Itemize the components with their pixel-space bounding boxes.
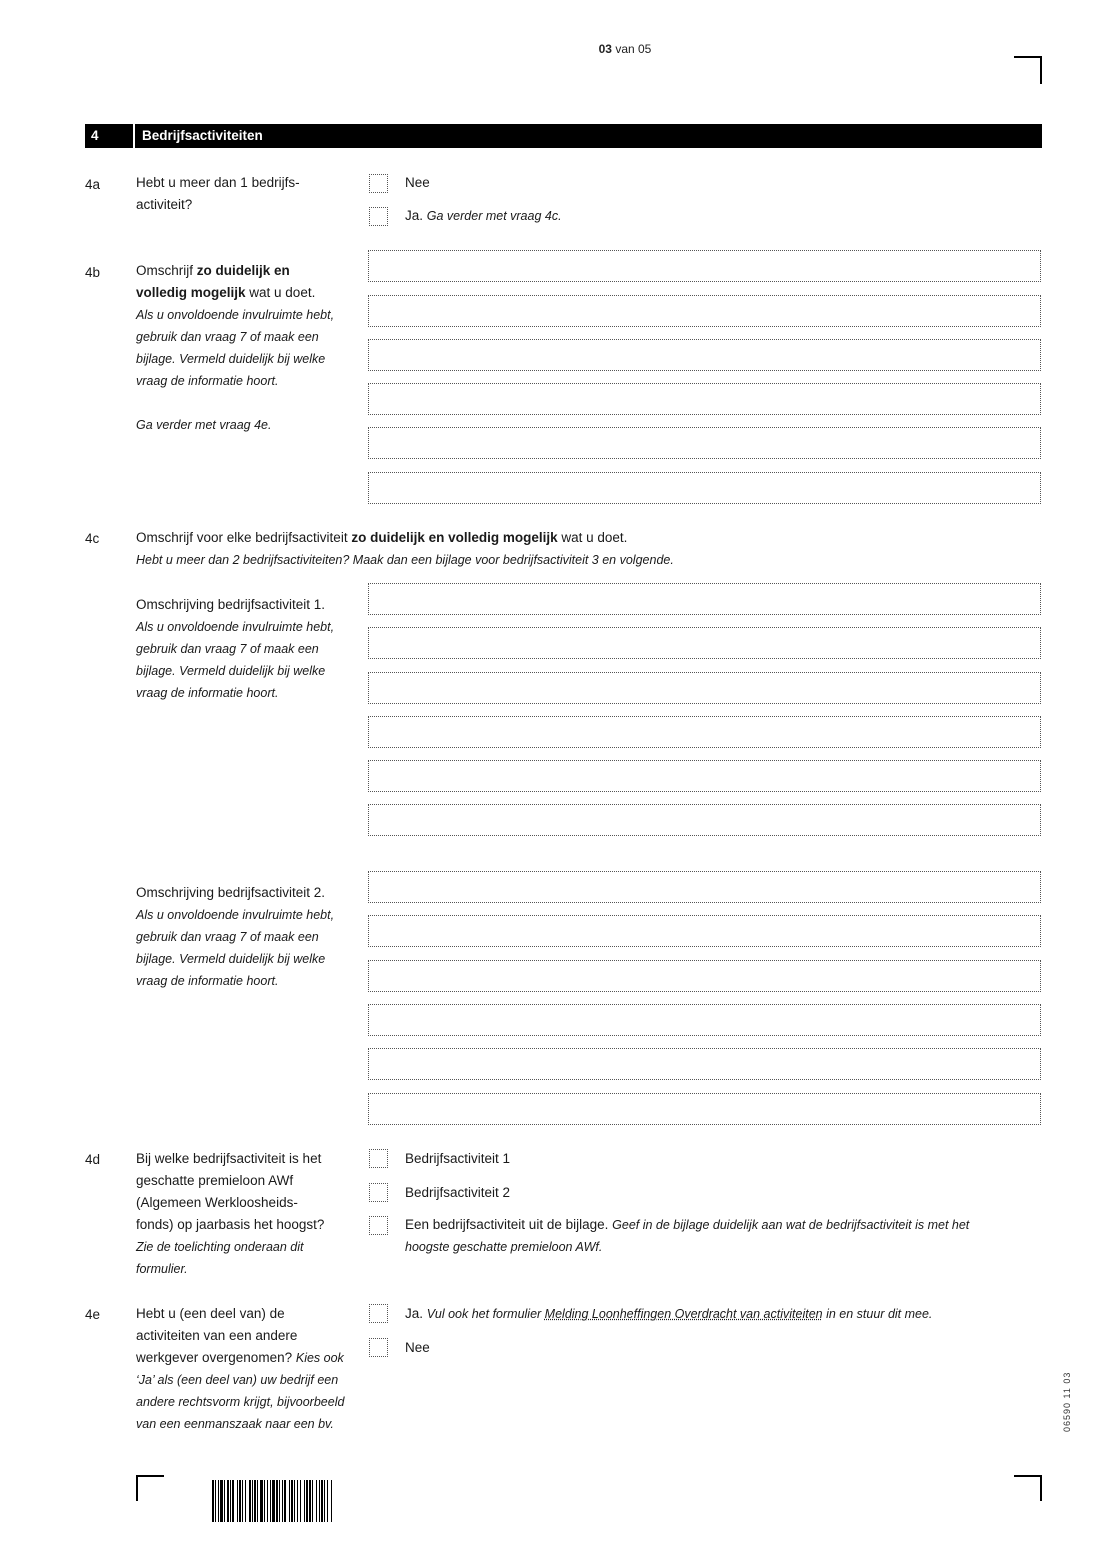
text-field-activity2-3[interactable] <box>368 960 1041 992</box>
option-4d-activity1: Bedrijfsactiviteit 1 <box>405 1151 511 1166</box>
option-4a-ja <box>405 205 562 227</box>
section-number: 4 <box>91 128 99 143</box>
activity-1-note2: gebruik dan vraag 7 of maak een <box>136 642 319 656</box>
checkbox-4d-bijlage[interactable] <box>369 1216 388 1235</box>
checkbox-4d-activity2[interactable] <box>369 1183 388 1202</box>
text-field-activity2-4[interactable] <box>368 1004 1041 1036</box>
q4e-ja-note-pre: Vul ook het formulier <box>426 1307 545 1321</box>
text-field-activity1-1[interactable] <box>368 583 1041 615</box>
q4e-line2: activiteiten van een andere <box>136 1328 298 1343</box>
checkbox-4e-ja[interactable] <box>369 1304 388 1323</box>
option-4e-ja <box>405 1303 1035 1325</box>
q4b-pre: Omschrijf <box>136 263 197 278</box>
text-field-4b-4[interactable] <box>368 383 1041 415</box>
text-field-4b-6[interactable] <box>368 472 1041 504</box>
form-code: 06590 11 03 <box>1062 1371 1072 1432</box>
text-field-activity2-2[interactable] <box>368 915 1041 947</box>
checkbox-4a-ja[interactable] <box>369 207 388 226</box>
text-field-4b-1[interactable] <box>368 250 1041 282</box>
q4d-line2: geschatte premieloon AWf <box>136 1173 294 1188</box>
page-number <box>0 42 1100 56</box>
section-title: Bedrijfsactiviteiten <box>142 128 263 143</box>
question-4b-text <box>136 260 351 436</box>
question-number-4d: 4d <box>85 1152 101 1167</box>
activity-2-note2: gebruik dan vraag 7 of maak een <box>136 930 319 944</box>
question-number-4a: 4a <box>85 177 101 192</box>
question-4a-text <box>136 172 351 216</box>
question-number-4c: 4c <box>85 531 100 546</box>
question-number-4e: 4e <box>85 1307 101 1322</box>
q4c-pre: Omschrijf voor elke bedrijfsactiviteit <box>136 530 352 545</box>
text-field-activity1-5[interactable] <box>368 760 1041 792</box>
q4c-note: Hebt u meer dan 2 bedrijfsactiviteiten? Maak dan een bijlage voor bedrijfsactiviteit 3 en volgende. <box>136 553 674 567</box>
question-4c-text <box>136 527 1036 571</box>
text-field-activity1-4[interactable] <box>368 716 1041 748</box>
text-field-activity2-5[interactable] <box>368 1048 1041 1080</box>
text-field-activity1-6[interactable] <box>368 804 1041 836</box>
question-4b-line1 <box>136 260 351 282</box>
q4d-opt3-note2: hoogste geschatte premieloon AWf. <box>405 1240 603 1254</box>
question-4b-line2 <box>136 282 351 304</box>
checkbox-4e-nee[interactable] <box>369 1338 388 1357</box>
q4d-line3: (Algemeen Werkloosheids- <box>136 1195 298 1210</box>
q4b-bold1: zo duidelijk en <box>196 263 290 278</box>
q4c-bold: zo duidelijk en volledig mogelijk <box>351 530 558 545</box>
q4b-note5: Ga verder met vraag 4e. <box>136 418 272 432</box>
activity-1-label-block <box>136 594 351 704</box>
q4d-line4: fonds) op jaarbasis het hoogst? <box>136 1217 325 1232</box>
activity-2-label: Omschrijving bedrijfsactiviteit 2. <box>136 885 326 900</box>
option-4e-nee: Nee <box>405 1340 430 1355</box>
page-current: 03 <box>598 42 612 56</box>
q4d-note2: formulier. <box>136 1262 188 1276</box>
question-4e-text <box>136 1303 358 1435</box>
checkbox-4a-nee[interactable] <box>369 174 388 193</box>
page-total: van 05 <box>615 42 652 56</box>
q4d-opt3-label: Een bedrijfsactiviteit uit de bijlage. <box>405 1217 609 1232</box>
q4e-ja-note <box>427 1307 933 1321</box>
text-field-4b-2[interactable] <box>368 295 1041 327</box>
activity-1-note3: bijlage. Vermeld duidelijk bij welke <box>136 664 326 678</box>
q4e-note3: van een eenmanszaak naar een bv. <box>136 1417 334 1431</box>
q4e-ja-note-post: in en stuur dit mee. <box>822 1307 933 1321</box>
text-field-4b-5[interactable] <box>368 427 1041 459</box>
crop-mark-bottom-left <box>136 1475 164 1501</box>
text-field-activity1-2[interactable] <box>368 627 1041 659</box>
q4d-opt3-note1: Geef in de bijlage duidelijk aan wat de bedrijfsactiviteit is met het <box>612 1218 970 1232</box>
option-4d-activity2: Bedrijfsactiviteit 2 <box>405 1185 511 1200</box>
text-field-activity2-1[interactable] <box>368 871 1041 903</box>
q4d-note1: Zie de toelichting onderaan dit <box>136 1240 304 1254</box>
activity-2-note3: bijlage. Vermeld duidelijk bij welke <box>136 952 326 966</box>
text-field-activity2-6[interactable] <box>368 1093 1041 1125</box>
q4b-bold2: volledig mogelijk <box>136 285 246 300</box>
question-number-4b: 4b <box>85 265 101 280</box>
q4b-note2: gebruik dan vraag 7 of maak een <box>136 330 319 344</box>
activity-2-label-block <box>136 882 351 992</box>
text-field-activity1-3[interactable] <box>368 672 1041 704</box>
crop-mark-bottom-right <box>1014 1475 1042 1501</box>
text-field-4b-3[interactable] <box>368 339 1041 371</box>
option-4d-bijlage <box>405 1214 1035 1258</box>
checkbox-4d-activity1[interactable] <box>369 1149 388 1168</box>
activity-2-note4: vraag de informatie hoort. <box>136 974 279 988</box>
activity-1-note1: Als u onvoldoende invulruimte hebt, <box>136 620 335 634</box>
q4e-line3-note: Kies ook <box>295 1351 344 1365</box>
q4b-note3: bijlage. Vermeld duidelijk bij welke <box>136 352 326 366</box>
q4e-note2: andere rechtsvorm krijgt, bijvoorbeeld <box>136 1395 345 1409</box>
q4e-note1: ‘Ja’ als (een deel van) uw bedrijf een <box>136 1373 339 1387</box>
activity-1-label: Omschrijving bedrijfsactiviteit 1. <box>136 597 326 612</box>
q4b-post: wat u doet. <box>245 285 316 300</box>
q4d-opt3-line1 <box>405 1214 1035 1236</box>
q4e-ja-label: Ja. <box>405 1306 424 1321</box>
question-4a-line1: Hebt u meer dan 1 bedrijfs- <box>136 175 300 190</box>
q4e-line3: werkgever overgenomen? <box>136 1350 293 1365</box>
form-link-overdracht[interactable]: Melding Loonheffingen Overdracht van activiteiten <box>544 1307 823 1321</box>
question-4d-text <box>136 1148 351 1280</box>
q4d-line1: Bij welke bedrijfsactiviteit is het <box>136 1151 322 1166</box>
question-4a-line2: activiteit? <box>136 197 193 212</box>
activity-2-note1: Als u onvoldoende invulruimte hebt, <box>136 908 335 922</box>
question-4c-line1 <box>136 527 1036 549</box>
q4b-note1: Als u onvoldoende invulruimte hebt, <box>136 308 335 322</box>
section-header <box>85 124 1042 148</box>
q4e-line3-wrap <box>136 1347 358 1369</box>
option-4a-ja-label: Ja. <box>405 208 424 223</box>
activity-1-note4: vraag de informatie hoort. <box>136 686 279 700</box>
q4e-line1: Hebt u (een deel van) de <box>136 1306 285 1321</box>
barcode-image <box>212 1480 450 1522</box>
section-divider <box>133 124 135 148</box>
q4b-note4: vraag de informatie hoort. <box>136 374 279 388</box>
option-4a-ja-note: Ga verder met vraag 4c. <box>426 209 562 223</box>
option-4a-nee: Nee <box>405 175 430 190</box>
crop-mark-top-right <box>1014 56 1042 84</box>
q4c-post: wat u doet. <box>557 530 628 545</box>
